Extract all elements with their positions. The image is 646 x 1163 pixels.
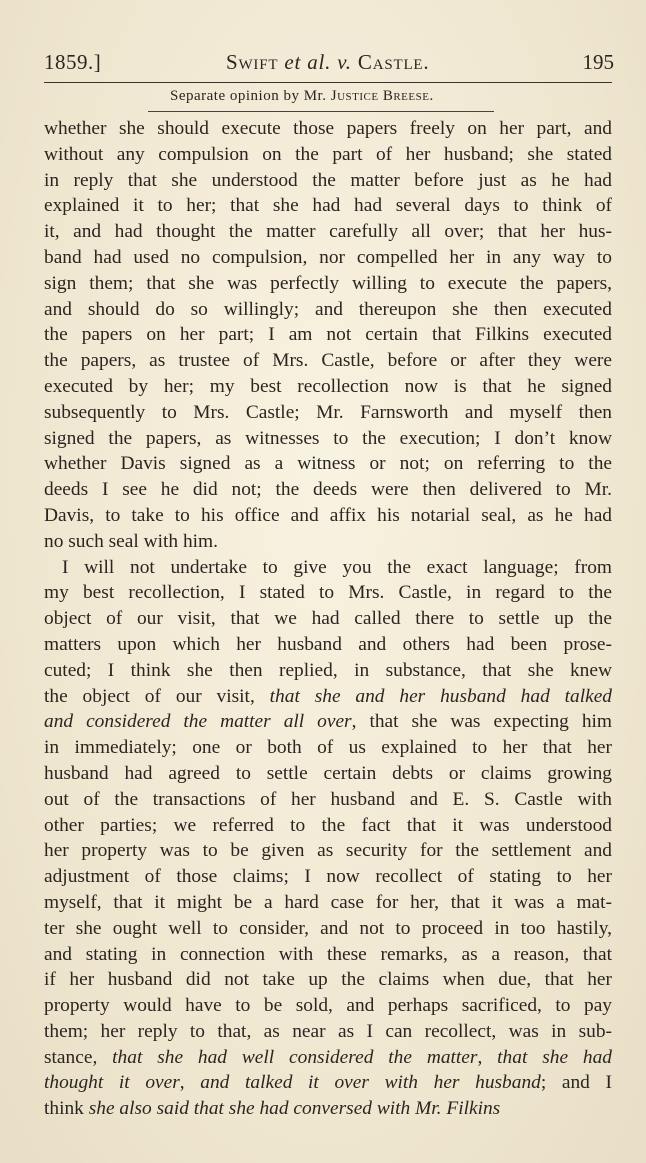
- italic-quote: thought it over: [44, 1072, 180, 1094]
- body-text: [44, 116, 612, 1122]
- text-line: [44, 374, 612, 400]
- text-segment: out of the transactions of her husband and E. S. Castle with: [44, 788, 612, 810]
- text-line: [44, 451, 612, 477]
- text-line: [44, 709, 612, 735]
- text-line: [44, 555, 612, 581]
- text-line: [44, 735, 612, 761]
- text-segment: property would have to be sold, and perhaps sacrificed, to pay: [44, 995, 612, 1017]
- text-segment: them; her reply to that, as near as I can recollect, was in sub-: [44, 1020, 612, 1042]
- text-line: [44, 967, 612, 993]
- text-line: [44, 993, 612, 1019]
- text-segment: , that she was expecting him: [351, 711, 612, 733]
- subheading-justice: Justice Breese.: [330, 88, 434, 104]
- text-segment: signed the papers, as witnesses to the execution; I don’t know: [44, 427, 612, 449]
- running-head: [44, 50, 614, 80]
- running-head-case-title: [226, 50, 429, 75]
- text-segment: think: [44, 1098, 89, 1120]
- text-segment: ; and I: [540, 1072, 612, 1094]
- text-line: [44, 168, 612, 194]
- text-segment: in immediately; one or both of us explained to her that her: [44, 737, 612, 759]
- text-line: [44, 116, 612, 142]
- text-line: [44, 632, 612, 658]
- text-line: [44, 477, 612, 503]
- italic-quote: and talked it over with her husband: [200, 1072, 541, 1094]
- text-line: [44, 348, 612, 374]
- text-segment: no such seal with him.: [44, 530, 218, 552]
- text-line: [44, 219, 612, 245]
- text-line: [44, 297, 612, 323]
- text-segment: if her husband did not take up the claims when due, that her: [44, 969, 612, 991]
- text-segment: husband had agreed to settle certain debts or claims growing: [44, 762, 612, 784]
- text-segment: deeds I see he did not; the deeds were then delivered to Mr.: [44, 479, 612, 501]
- opinion-subheading: [170, 88, 434, 105]
- text-line: [44, 761, 612, 787]
- text-segment: executed by her; my best recollection now is that he signed: [44, 375, 612, 397]
- subheading-prefix: Separate opinion by Mr.: [170, 88, 331, 104]
- text-line: [44, 245, 612, 271]
- text-line: [44, 1070, 612, 1096]
- italic-quote: she also said that she had conversed with Mr. Filkins: [88, 1098, 501, 1120]
- italic-quote: that she had well considered the matter: [112, 1046, 478, 1068]
- text-segment: band had used no compulsion, nor compelled her in any way to: [44, 246, 612, 268]
- text-line: [44, 684, 612, 710]
- subheading-rule: [148, 111, 494, 112]
- case-title-etal: et al. v.: [284, 50, 352, 74]
- text-segment: and should do so willingly; and thereupon she then executed: [44, 298, 612, 320]
- text-line: [44, 864, 612, 890]
- text-segment: the papers on her part; I am not certain that Filkins executed: [44, 324, 612, 346]
- text-segment: whether she should execute those papers freely on her part, and: [44, 118, 612, 139]
- text-segment: other parties; we referred to the fact that it was understood: [44, 814, 612, 836]
- text-line: [44, 658, 612, 684]
- text-segment: ,: [179, 1072, 201, 1094]
- text-segment: Davis, to take to his office and affix his notarial seal, as he had: [44, 504, 612, 526]
- case-title-prefix: Swift: [226, 50, 285, 74]
- text-segment: adjustment of those claims; I now recollect of stating to her: [44, 866, 612, 888]
- text-line: [44, 426, 612, 452]
- text-line: [44, 1096, 612, 1122]
- text-segment: sign them; that she was perfectly willing to execute the papers,: [44, 272, 612, 294]
- text-line: [44, 916, 612, 942]
- text-line: [44, 890, 612, 916]
- text-line: [44, 529, 612, 555]
- italic-quote: and considered the matter all over: [44, 711, 352, 733]
- header-rule: [44, 82, 612, 83]
- text-segment: stance,: [44, 1046, 113, 1068]
- text-line: [44, 1045, 612, 1071]
- text-segment: object of our visit, that we had called there to settle up the: [44, 608, 612, 630]
- text-segment: I will not undertake to give you the exact language; from: [62, 556, 612, 578]
- text-segment: in reply that she understood the matter before just as he had: [44, 169, 612, 191]
- text-line: [44, 580, 612, 606]
- text-segment: the papers, as trustee of Mrs. Castle, before or after they were: [44, 350, 612, 372]
- text-segment: cuted; I think she then replied, in substance, that she knew: [44, 659, 612, 681]
- text-line: [44, 787, 612, 813]
- text-line: [44, 942, 612, 968]
- text-line: [44, 606, 612, 632]
- italic-quote: that she had: [497, 1046, 612, 1068]
- text-segment: the object of our visit,: [44, 685, 270, 707]
- text-segment: myself, that it might be a hard case for her, that it was a mat-: [44, 891, 612, 913]
- text-segment: ,: [477, 1046, 498, 1068]
- text-segment: subsequently to Mrs. Castle; Mr. Farnsworth and myself then: [44, 401, 612, 423]
- text-line: [44, 813, 612, 839]
- text-line: [44, 271, 612, 297]
- text-segment: matters upon which her husband and others had been prose-: [44, 633, 612, 655]
- text-segment: whether Davis signed as a witness or not; on referring to the: [44, 453, 612, 475]
- text-segment: my best recollection, I stated to Mrs. Castle, in regard to the: [44, 582, 612, 604]
- text-line: [44, 193, 612, 219]
- text-line: [44, 838, 612, 864]
- text-segment: it, and had thought the matter carefully all over; that her hus-: [44, 221, 612, 243]
- text-segment: without any compulsion on the part of her husband; she stated: [44, 143, 612, 165]
- text-segment: ter she ought well to consider, and not to proceed in too hastily,: [44, 917, 612, 939]
- italic-quote: that she and her husband had talked: [269, 685, 613, 707]
- text-line: [44, 1019, 612, 1045]
- text-segment: her property was to be given as security for the settlement and: [44, 840, 612, 862]
- text-segment: and stating in connection with these remarks, as a reason, that: [44, 943, 612, 965]
- running-head-year: 1859.]: [44, 50, 102, 74]
- text-segment: explained it to her; that she had had several days to think of: [44, 195, 612, 217]
- text-line: [44, 322, 612, 348]
- text-line: [44, 142, 612, 168]
- case-title-suffix: Castle.: [351, 50, 430, 74]
- page-number: 195: [582, 50, 614, 74]
- text-line: [44, 400, 612, 426]
- text-line: [44, 503, 612, 529]
